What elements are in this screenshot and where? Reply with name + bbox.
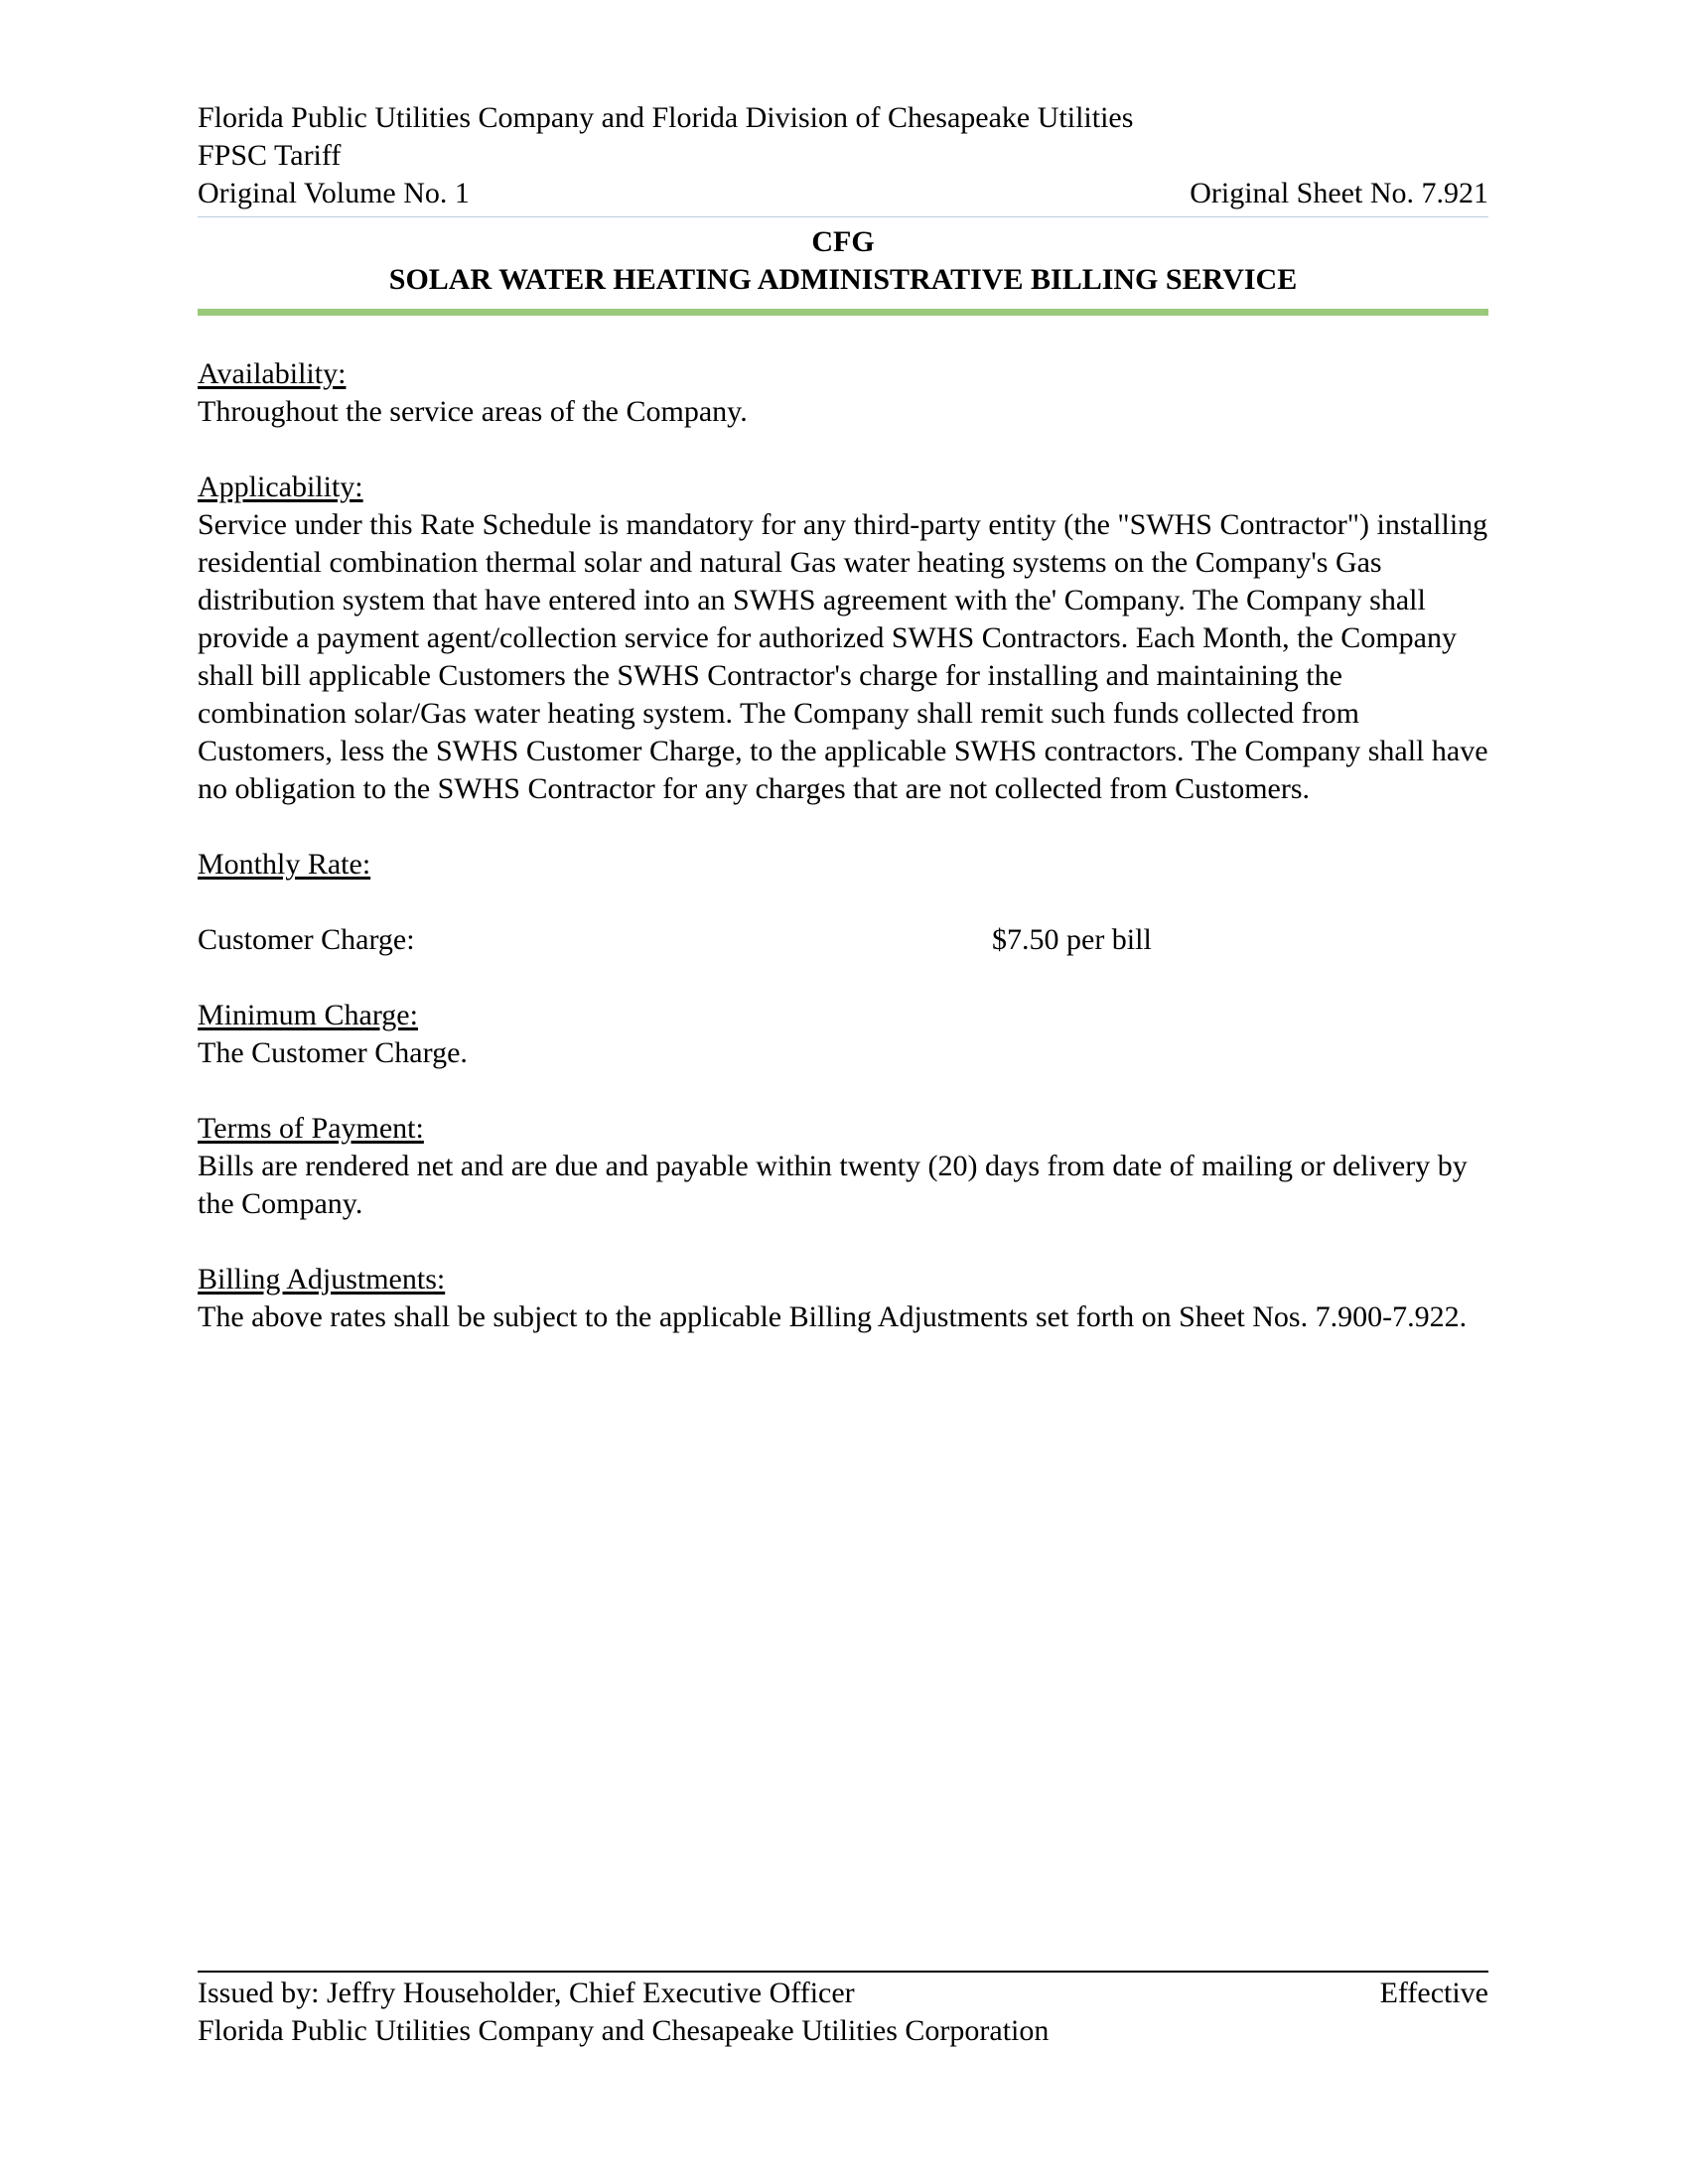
terms-of-payment-section [198, 1110, 1488, 1223]
terms-of-payment-heading: Terms of Payment: [198, 1112, 424, 1145]
availability-text: Throughout the service areas of the Company. [198, 395, 748, 428]
monthly-rate-section [198, 846, 1488, 959]
footer-effective: Effective [1379, 1977, 1488, 2009]
applicability-section [198, 469, 1488, 808]
customer-charge-row [198, 921, 1488, 959]
title-block [198, 223, 1488, 299]
rate-code: CFG [811, 225, 875, 258]
availability-heading: Availability: [198, 357, 347, 390]
footer-company: Florida Public Utilities Company and Chesapeake Utilities Corporation [198, 2014, 1050, 2047]
billing-adjustments-section [198, 1261, 1488, 1336]
customer-charge-value: $7.50 per bill [992, 923, 1152, 956]
header-sheet-number: Original Sheet No. 7.921 [1190, 177, 1488, 209]
minimum-charge-section [198, 997, 1488, 1072]
terms-of-payment-text: Bills are rendered net and are due and payable within twenty (20) days from date of mailing or delivery by the Company. [198, 1150, 1468, 1220]
billing-adjustments-text: The above rates shall be subject to the applicable Billing Adjustments set forth on Sheet Nos. 7.900-7.922. [198, 1300, 1468, 1333]
footer-issued-row [198, 1975, 1488, 2012]
monthly-rate-heading: Monthly Rate: [198, 848, 371, 881]
header-volume: Original Volume No. 1 [198, 177, 470, 209]
header-company: Florida Public Utilities Company and Florida Division of Chesapeake Utilities [198, 101, 1134, 134]
minimum-charge-heading: Minimum Charge: [198, 999, 418, 1031]
billing-adjustments-heading: Billing Adjustments: [198, 1263, 446, 1296]
applicability-text: Service under this Rate Schedule is mandatory for any third-party entity (the "SWHS Contractor") installing residential combination thermal solar and natural Gas water heating systems on the Company's Gas distribution system that have entered into an SWHS agreement with the' Company. The Company shall provide a payment agent/collection service for authorized SWHS Contractors. Each Month, the Company shall bill applicable Customers the SWHS Contractor's charge for installing and maintaining the combination solar/Gas water heating system. The Company shall remit such funds collected from Customers, less the SWHS Customer Charge, to the applicable SWHS contractors. The Company shall have no obligation to the SWHS Contractor for any charges that are not collected from Customers. [198, 508, 1488, 805]
page-footer [198, 1971, 1488, 2050]
footer-divider [198, 1971, 1488, 1973]
customer-charge-label: Customer Charge: [198, 923, 415, 956]
header-volume-row [198, 175, 1488, 212]
tariff-sheet [198, 99, 1488, 1336]
page-title: SOLAR WATER HEATING ADMINISTRATIVE BILLING SERVICE [388, 263, 1298, 296]
footer-issued-by: Issued by: Jeffry Householder, Chief Executive Officer [198, 1977, 855, 2009]
availability-section [198, 355, 1488, 431]
header-divider [198, 216, 1488, 217]
header-tariff: FPSC Tariff [198, 139, 342, 172]
applicability-heading: Applicability: [198, 471, 363, 503]
minimum-charge-text: The Customer Charge. [198, 1036, 468, 1069]
title-divider [198, 309, 1488, 316]
